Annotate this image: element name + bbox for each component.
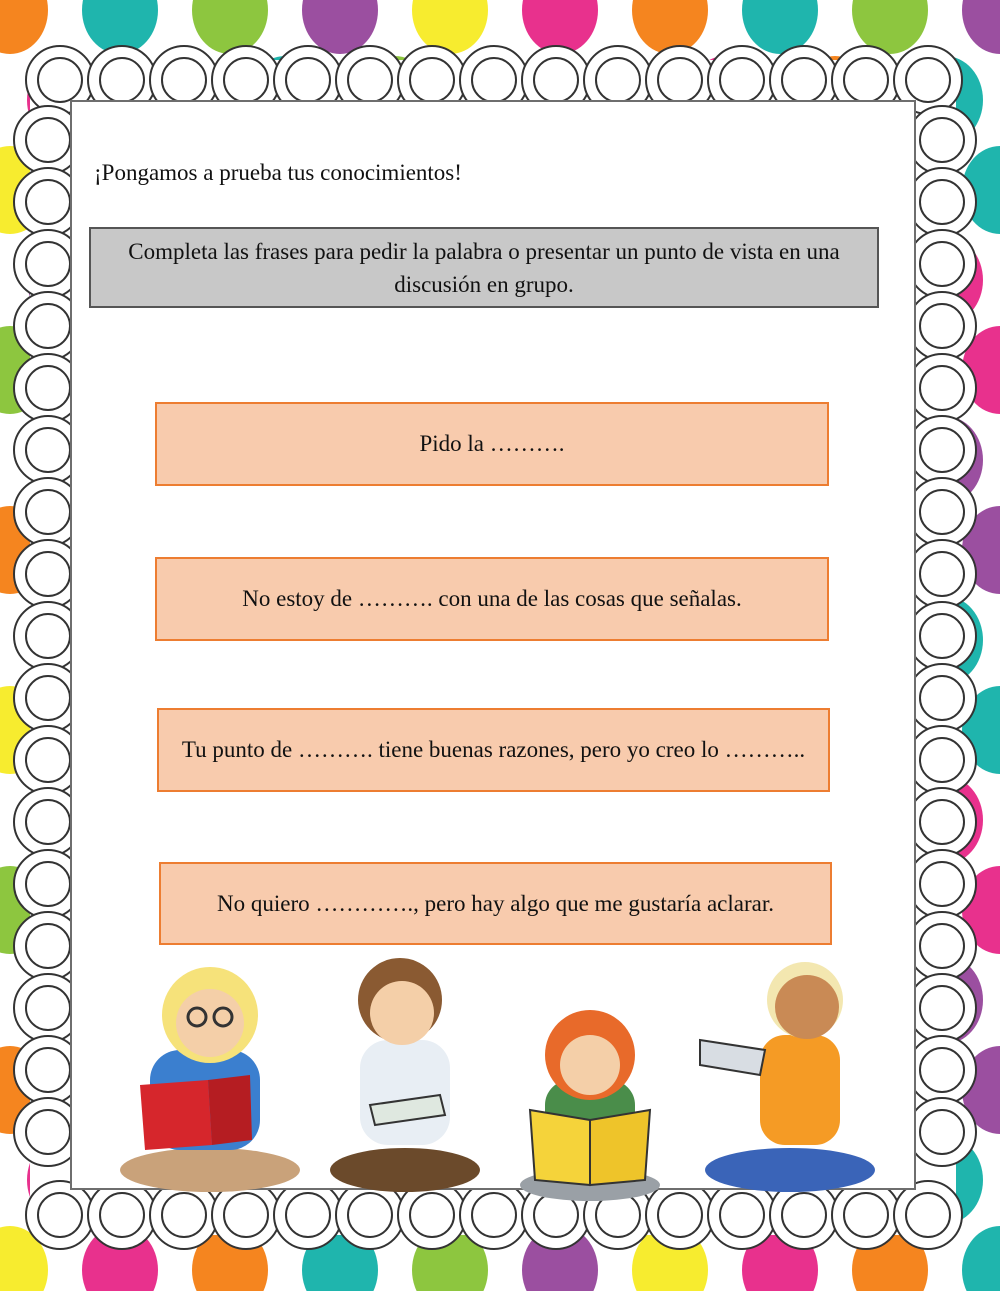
girl-with-red-book-icon <box>120 967 300 1192</box>
phrase-box-2[interactable] <box>155 557 829 641</box>
scallop <box>908 664 976 732</box>
scallop <box>908 1098 976 1166</box>
instruction-text: Completa las frases para pedir la palabra o presentar un punto de vista en una discusión en grupo. <box>128 238 840 297</box>
scallop <box>908 354 976 422</box>
scallop <box>908 726 976 794</box>
scallop <box>908 788 976 856</box>
phrase-box-1[interactable] <box>155 402 829 486</box>
phrase-text: No estoy de ………. con una de las cosas que señalas. <box>242 586 742 611</box>
girl-with-yellow-book-icon <box>520 1010 660 1201</box>
phrase-text: Pido la ………. <box>419 431 565 456</box>
scallop <box>908 974 976 1042</box>
phrase-text: No quiero …………., pero hay algo que me gustaría aclarar. <box>217 890 774 916</box>
scallop <box>894 1181 962 1249</box>
scallop <box>908 230 976 298</box>
scallop <box>908 168 976 236</box>
scallop <box>908 106 976 174</box>
phrase-box-3[interactable] <box>157 708 830 792</box>
polka-dot <box>632 0 708 54</box>
scallop <box>908 912 976 980</box>
scallop <box>908 292 976 360</box>
polka-dot <box>192 0 268 54</box>
polka-dot <box>412 0 488 54</box>
scallop <box>26 1181 94 1249</box>
worksheet-intro: ¡Pongamos a prueba tus conocimientos! <box>94 160 462 185</box>
polka-dot <box>0 0 48 54</box>
scallop <box>908 478 976 546</box>
polka-dot <box>962 0 1000 54</box>
boy-reading-sitting-icon <box>700 962 875 1192</box>
instruction-box <box>89 227 879 308</box>
scallop <box>908 850 976 918</box>
scallop <box>908 540 976 608</box>
scallop <box>908 1036 976 1104</box>
children-reading-illustration <box>100 945 900 1205</box>
polka-dot <box>962 1226 1000 1291</box>
phrase-text: Tu punto de ………. tiene buenas razones, pero yo creo lo ……….. <box>181 737 806 762</box>
scallop <box>908 602 976 670</box>
boy-with-book-icon <box>330 958 480 1192</box>
scallop <box>908 416 976 484</box>
phrase-box-4[interactable] <box>159 862 832 945</box>
